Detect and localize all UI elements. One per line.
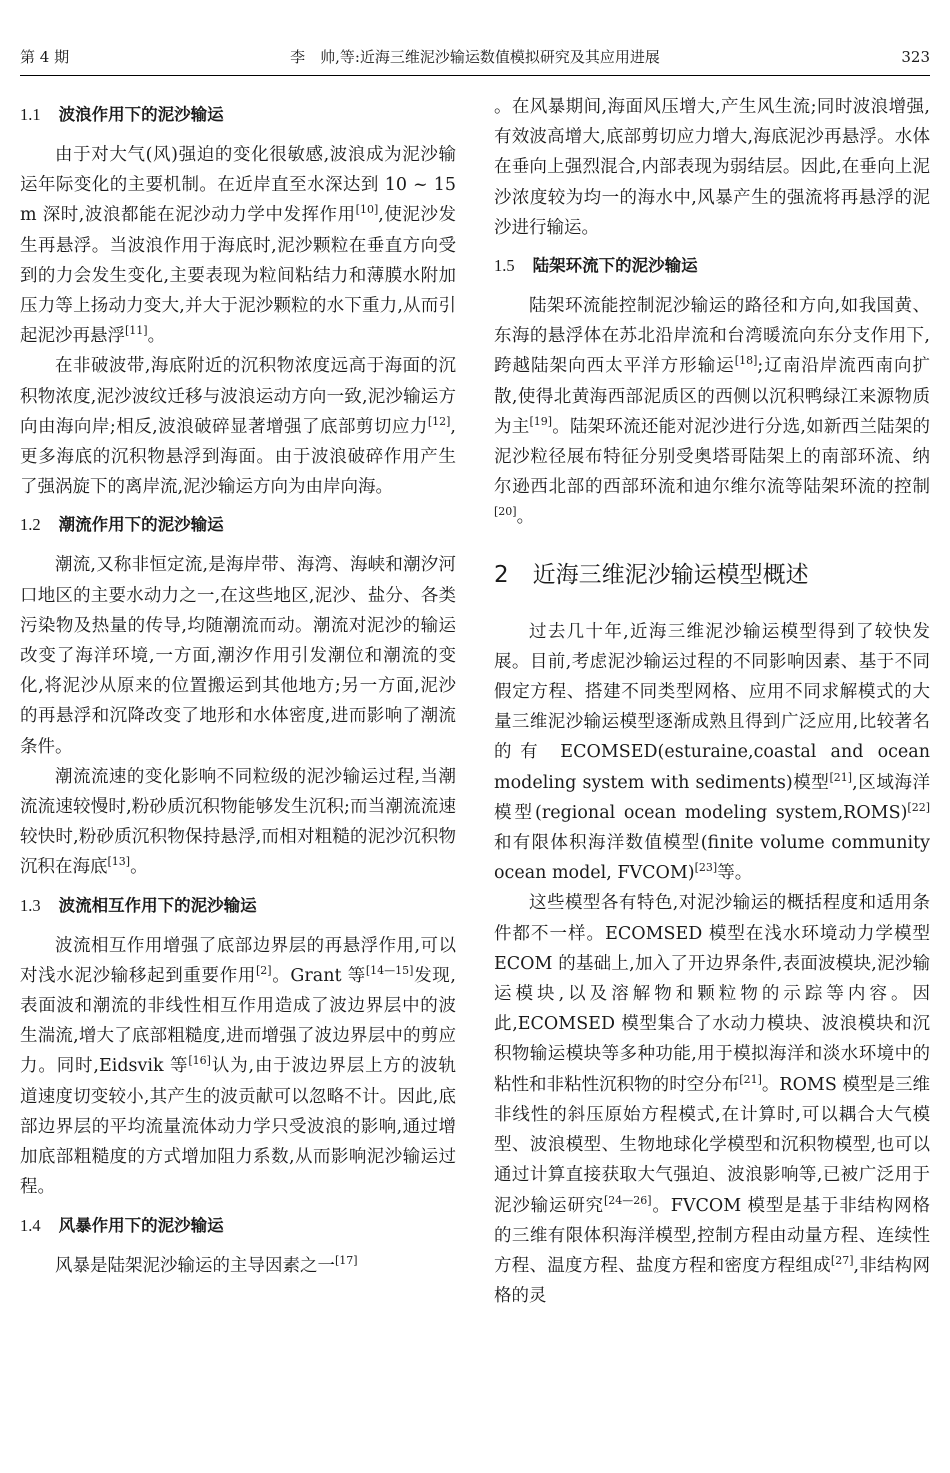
citation[interactable]: [19]: [529, 415, 553, 428]
section-heading-1-3: 1.3 波流相互作用下的泥沙输运: [20, 895, 257, 915]
citation[interactable]: [12]: [427, 415, 451, 428]
citation[interactable]: [10]: [355, 203, 379, 217]
paragraph: 风暴是陆架泥沙输运的主导因素之一[17]: [55, 1253, 358, 1276]
section-heading-1-4: 1.4 风暴作用下的泥沙输运: [20, 1215, 224, 1235]
citation[interactable]: [27]: [830, 1254, 854, 1268]
paragraph: 由于对大气(风)强迫的变化很敏感,波浪成为泥沙输运年际变化的主要机制。在近岸直至水深达到 10 ~ 15 m 深时,波浪都能在泥沙动力学中发挥作用[10],使泥沙发生再悬浮。当波浪作用于海底时,泥沙颗粒在垂直方向受到的力会发生变化,主要表现为粒间粘结力和薄膜水附加压力等上扬动力变大,并大于泥沙颗粒的水下重力,从而引起泥沙再悬浮[11]。: [20, 145, 457, 347]
citation[interactable]: [13]: [107, 855, 131, 869]
paragraph: 潮流,又称非恒定流,是海岸带、海湾、海峡和潮汐河口地区的主要水动力之一,在这些地区,泥沙、盐分、各类污染物及热量的传导,均随潮流而动。潮流对泥沙的输运改变了海洋环境,一方面,潮汐作用引发潮位和潮流的变化,将泥沙从原来的位置搬运到其他地方;另一方面,泥沙的再悬浮和沉降改变了地形和水体密度,进而影响了潮流条件。: [20, 555, 456, 757]
paragraph-continued: 。在风暴期间,海面风压增大,产生风生流;同时波浪增强,有效波高增大,底部剪切应力增大,海底泥沙再悬浮。水体在垂向上强烈混合,内部表现为弱结层。因此,在垂向上泥沙浓度较为均一的海水中,风暴产生的强流将再悬浮的泥沙进行输运。: [494, 97, 930, 238]
citation[interactable]: [11]: [125, 324, 148, 338]
left-column: [20, 92, 456, 1281]
paragraph: 潮流流速的变化影响不同粒级的泥沙输运过程,当潮流流速较慢时,粉砂质沉积物能够发生沉积;而当潮流流速较快时,粉砂质沉积物保持悬浮,而相对粗糙的泥沙沉积物沉积在海底[13]。: [20, 766, 456, 878]
section-heading-1-5: 1.5 陆架环流下的泥沙输运: [494, 256, 698, 276]
citation[interactable]: [20]: [494, 505, 517, 519]
running-title: 李 帅,等:近海三维泥沙输运数值模拟研究及其应用进展: [290, 48, 660, 66]
section-heading-1-1: 1.1 波浪作用下的泥沙输运: [20, 105, 224, 124]
header-rule: [20, 75, 930, 76]
issue-number: 第 4 期: [20, 48, 70, 66]
citation[interactable]: [17]: [335, 1253, 358, 1267]
citation[interactable]: [16]: [188, 1054, 211, 1068]
running-header: [20, 44, 930, 70]
paragraph: 在非破波带,海底附近的沉积物浓度远高于海面的沉积物浓度,泥沙波纹迁移与波浪运动方向一致,泥沙输运方向由海向岸;相反,波浪破碎显著增强了底部剪切应力[12],更多海底的沉积物悬浮到海面。由于波浪破碎作用产生了强涡旋下的离岸流,泥沙输运方向为由岸向海。: [20, 356, 456, 498]
paragraph: 波流相互作用增强了底部边界层的再悬浮作用,可以对浅水泥沙输移起到重要作用[2]。Grant 等[14—15]发现,表面波和潮流的非线性相互作用造成了波边界层中的波生湍流,增大了底部粗糙度,进而增强了波边界层中的剪应力。同时,Eidsvik 等[16]认为,由于波边界层上方的波轨道速度切变较小,其产生的波贡献可以忽略不计。因此,底部边界层的平均流量流体动力学只受波浪的影响,通过增加底部粗糙度的方式增加阻力系数,从而影响泥沙输运过程。: [20, 935, 456, 1198]
section-heading-1-2: 1.2 潮流作用下的泥沙输运: [20, 515, 224, 535]
citation[interactable]: [18]: [734, 354, 758, 368]
paragraph: 过去几十年,近海三维泥沙输运模型得到了较快发展。目前,考虑泥沙输运过程的不同影响因素、基于不同假定方程、搭建不同类型网格、应用不同求解模式的大量三维泥沙输运模型逐渐成熟且得到广泛应用,比较著名的有 ECOMSED(esturaine,coastal and ocean modeling system with sediments)模型[21],区域海洋模型(regional ocean modeling system,ROMS)[22]和有限体积海洋数值模型(finite volume community ocean model, FVCOM)[23]等。: [494, 621, 931, 884]
citation[interactable]: [21]: [829, 770, 853, 784]
citation[interactable]: [22]: [907, 801, 930, 815]
citation[interactable]: [2]: [256, 964, 272, 978]
chapter-heading-2: 2 近海三维泥沙输运模型概述: [494, 561, 809, 588]
citation[interactable]: [24—26]: [603, 1193, 652, 1207]
page-number: 323: [901, 48, 930, 66]
right-column: [494, 92, 930, 1311]
paragraph: 陆架环流能控制泥沙输运的路径和方向,如我国黄、东海的悬浮体在苏北沿岸流和台湾暖流向东分支作用下,跨越陆架向西太平洋方形输运[18];辽南沿岸流西南向扩散,使得北黄海西部泥质区的西侧以沉积鸭绿江来源物质为主[19]。陆架环流还能对泥沙进行分选,如新西兰陆架的泥沙粒径展布特征分别受奥塔哥陆架上的南部环流、纳尔逊西北部的西部环流和迪尔维尔流等陆架环流的控制[20]。: [494, 296, 931, 528]
citation[interactable]: [21]: [739, 1072, 762, 1086]
citation[interactable]: [14—15]: [365, 964, 414, 978]
citation[interactable]: [23]: [694, 861, 718, 875]
paragraph: 这些模型各有特色,对泥沙输运的概括程度和适用条件都不一样。ECOMSED 模型在浅水环境动力学模型 ECOM 的基础上,加入了开边界条件,表面波模块,泥沙输运模块,以及溶解物和颗粒物的示踪等内容。因此,ECOMSED 模型集合了水动力模块、波浪模块和沉积物输运模块等多种功能,用于模拟海洋和淡水环境中的粘性和非粘性沉积物的时空分布[21]。ROMS 模型是三维非线性的斜压原始方程模式,在计算时,可以耦合大气模型、波浪模型、生物地球化学模型和沉积物模型,也可以通过计算直接获取大气强迫、波浪影响等,已被广泛用于泥沙输运研究[24—26]。FVCOM 模型是基于非结构网格的三维有限体积海洋模型,控制方程由动量方程、连续性方程、温度方程、盐度方程和密度方程组成[27],非结构网格的灵: [494, 893, 931, 1307]
